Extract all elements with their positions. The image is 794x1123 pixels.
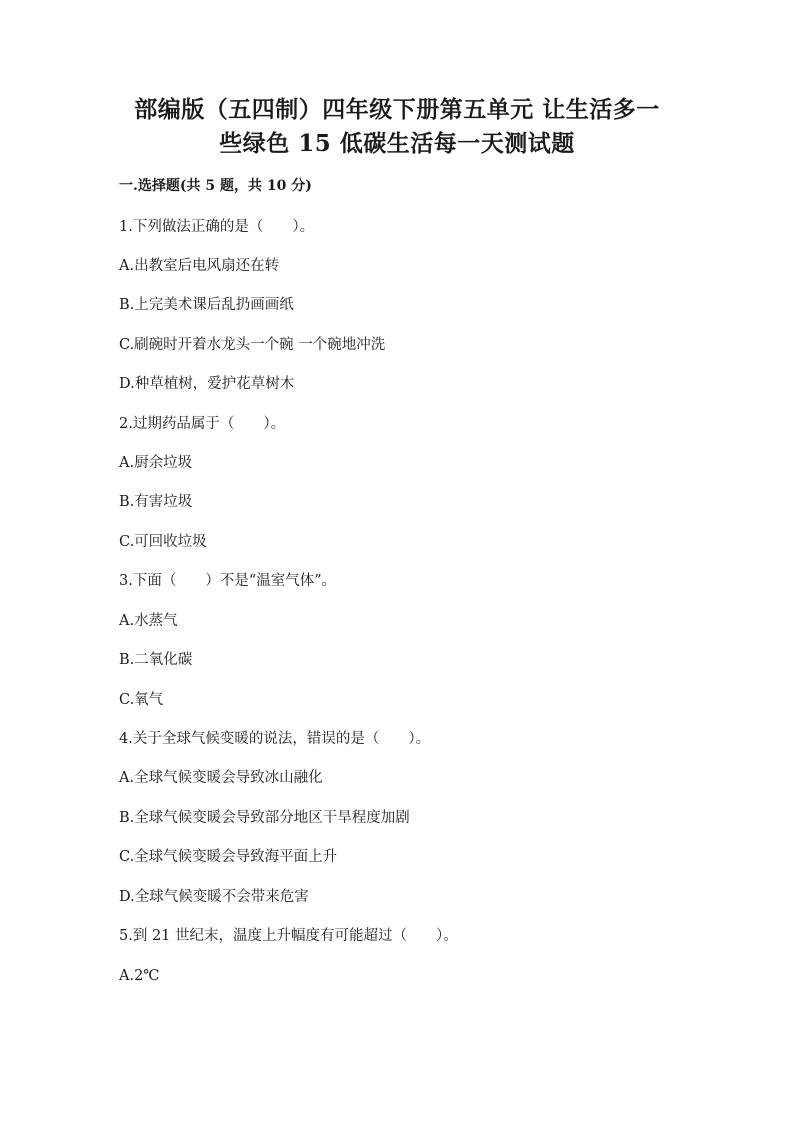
question-1-option-b: B.上完美术课后乱扔画画纸 — [119, 297, 294, 313]
question-4-option-c: C.全球气候变暖会导致海平面上升 — [119, 849, 338, 865]
question-3-option-a: A.水蒸气 — [119, 613, 178, 629]
question-1-stem: 1.下列做法正确的是（ ）。 — [119, 219, 315, 235]
question-2-option-c: C.可回收垃圾 — [119, 534, 207, 550]
section-heading: 一.选择题(共 5 题，共 10 分) — [119, 178, 312, 194]
question-4-option-d: D.全球气候变暖不会带来危害 — [119, 889, 309, 905]
question-4-stem: 4.关于全球气候变暖的说法，错误的是（ ）。 — [119, 731, 431, 747]
question-3-stem: 3.下面（ ）不是“温室气体”。 — [119, 573, 337, 589]
question-2-option-b: B.有害垃圾 — [119, 494, 193, 510]
question-2-option-a: A.厨余垃圾 — [119, 455, 193, 471]
document-title-line-1: 部编版（五四制）四年级下册第五单元 让生活多一 — [134, 96, 660, 123]
question-3-option-c: C.氧气 — [119, 692, 164, 708]
question-4-option-b: B.全球气候变暖会导致部分地区干旱程度加剧 — [119, 810, 410, 826]
question-3-option-b: B.二氧化碳 — [119, 652, 193, 668]
question-4-option-a: A.全球气候变暖会导致冰山融化 — [119, 770, 323, 786]
question-1-option-d: D.种草植树，爱护花草树木 — [119, 376, 295, 392]
question-1-option-c: C.刷碗时开着水龙头一个碗 一个碗地冲洗 — [119, 337, 386, 353]
document-title-line-2: 些绿色 15 低碳生活每一天测试题 — [219, 130, 575, 157]
question-5-stem: 5.到 21 世纪末，温度上升幅度有可能超过（ ）。 — [119, 928, 458, 944]
question-1-option-a: A.出教室后电风扇还在转 — [119, 258, 280, 274]
question-5-option-a: A.2℃ — [119, 968, 160, 984]
question-2-stem: 2.过期药品属于（ ）。 — [119, 416, 286, 432]
